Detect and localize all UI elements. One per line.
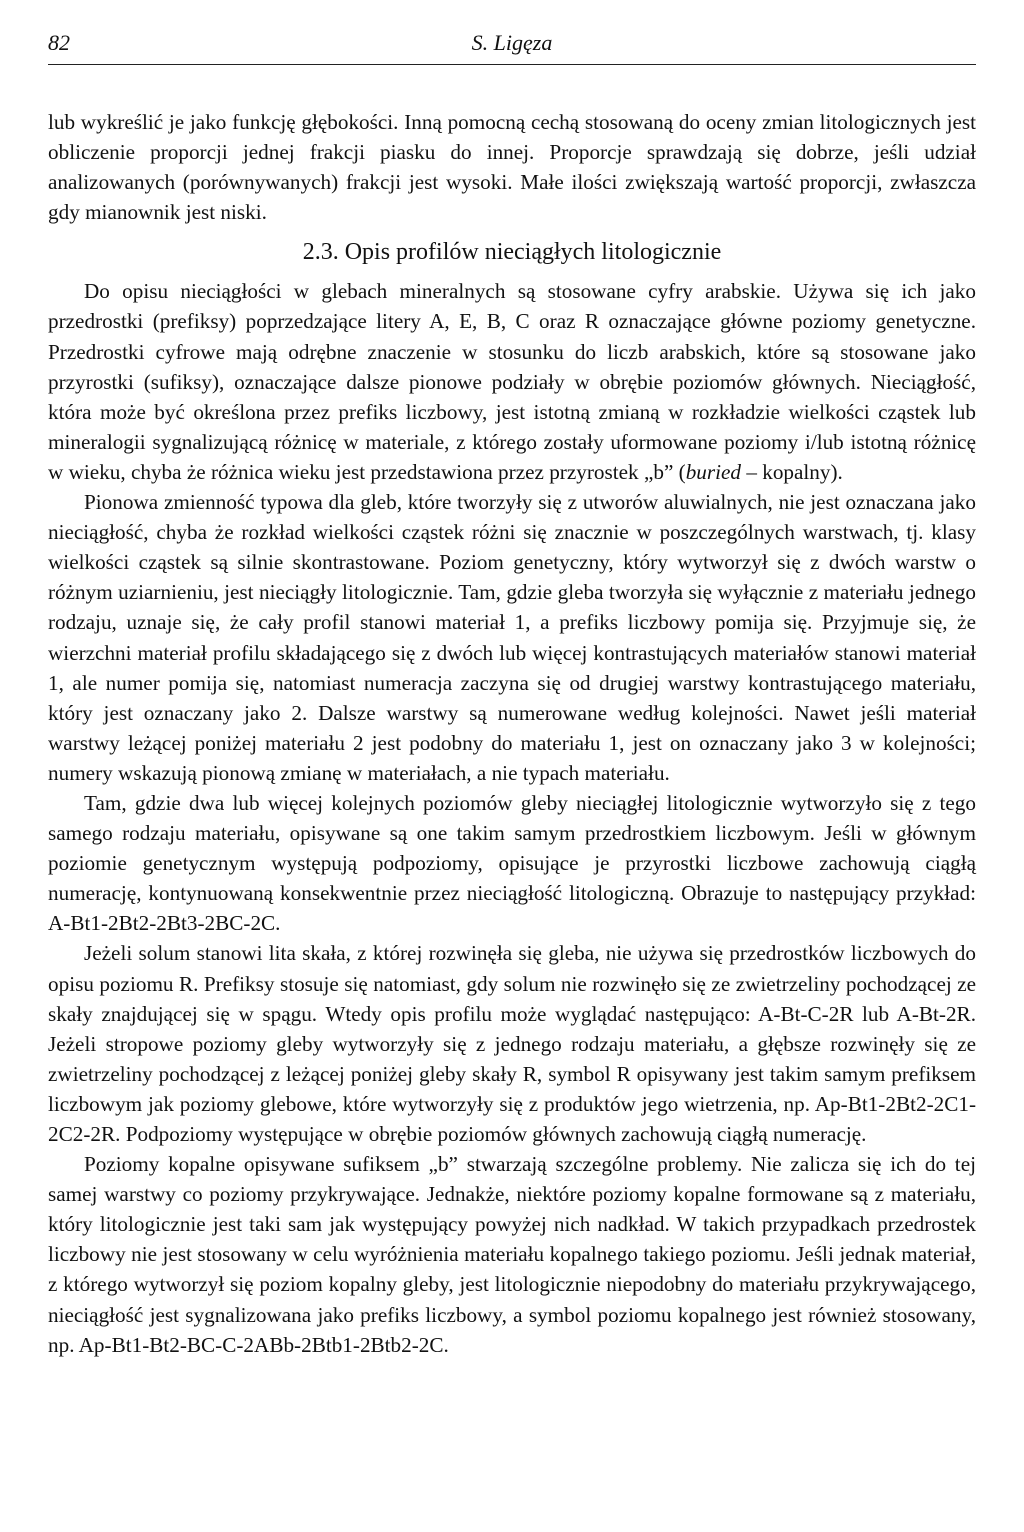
- paragraph-text: Tam, gdzie dwa lub więcej kolejnych poziomów gleby nieciągłej litologicznie wytworzyło się z tego samego rodzaju materiału, opisywane są one takim samym przedrostkiem liczbowym. Jeśli w głównym poziomie genetycznym występują podpoziomy, opisujące je przyrostki liczbowe zachowują ciągłą numerację, kontynuowaną konsekwentnie przez nieciągłość litologiczną. Obrazuje to następujący przykład:: [48, 790, 976, 906]
- example-horizon-sequence: A-Bt1-2Bt2-2Bt3-2BC-2C.: [48, 911, 281, 936]
- paragraph-text: Poziomy kopalne opisywane sufiksem „b” stwarzają szczególne problemy. Nie zalicza się ich do tej samej warstwy co poziomy przykrywające. Jednakże, niektóre poziomy kopalne formowane są z materiału, który litologicznie jest taki sam jak występujący powyżej nich nadkład. W takich przypadkach przedrostek liczbowy nie jest stosowany w celu wyróżnienia materiału kopalnego takiego poziomu. Jeśli jednak materiał, z którego wytworzył się poziom kopalny gleby, jest litologicznie niepodobny do materiału przykrywającego, nieciągłość jest sygnalizowana jako prefiks liczbowy, a symbol poziomu kopalnego jest również stosowany, np.: [48, 1152, 976, 1357]
- paragraph-continued: lub wykreślić je jako funkcję głębokości. Inną pomocną cechą stosowaną do oceny zmian litologicznych jest obliczenie proporcji jednej frakcji piasku do innej. Proporcje sprawdzają się dobrze, jeśli udział analizowanych (porównywanych) frakcji jest wysoki. Małe ilości zwiększają wartość proporcji, zwłaszcza gdy mianownik jest niski.: [48, 110, 976, 225]
- section-heading: 2.3. Opis profilów nieciągłych litologicznie: [302, 239, 722, 266]
- page-number: 82: [48, 30, 70, 55]
- running-title-author: S. Ligęza: [471, 30, 553, 55]
- running-header: [48, 30, 976, 65]
- paragraph-discontinuity-numbering: [48, 276, 976, 487]
- italic-term: buried: [685, 459, 742, 484]
- paragraph-same-material: [48, 788, 976, 938]
- paragraph-vertical-variability: Pionowa zmienność typowa dla gleb, które tworzyły się z utworów aluwialnych, nie jest oznaczana jako nieciągłość, chyba że rozkład wielkości cząstek różni się znacznie w poszczególnych warstwach, tj. klasy wielkości cząstek są silnie skontrastowane. Poziom genetyczny, który wytworzył się z dwóch warstw o różnym uziarnieniu, jest nieciągły litologicznie. Tam, gdzie gleba tworzyła się wyłącznie z materiału jednego rodzaju, uznaje się, że cały profil stanowi materiał 1, a prefiks liczbowy pomija się. Przyjmuje się, że wierzchni materiał profilu składającego się z dwóch lub więcej kontrastujących materiałów stanowi materiał 1, ale numer pomija się, natomiast numeracja zaczyna się od drugiej warstwy kontrastującego materiału, który jest oznaczany jako 2. Dalsze warstwy są numerowane według kolejności. Nawet jeśli materiał warstwy leżącej poniżej materiału 2 jest podobny do materiału 1, jest on oznaczany jako 3 w kolejności; numery wskazują pionową zmianę w materiałach, a nie typach materiału.: [48, 490, 976, 785]
- paragraph-text: Do opisu nieciągłości w glebach mineralnych są stosowane cyfry arabskie. Używa się ich jako przedrostki (prefiksy) poprzedzające litery A, E, B, C oraz R oznaczające główne poziomy genetyczne. Przedrostki cyfrowe mają odrębne znaczenie w stosunku do liczb arabskich, które są stosowane jako przyrostki (sufiksy), oznaczające dalsze pionowe podziały w obrębie poziomów głównych. Nieciągłość, która może być określona przez prefiks liczbowy, jest istotną zmianą w rozkładzie wielkości cząstek lub mineralogii sygnalizującą różnicę w materiale, z którego zostały uformowane poziomy i/lub istotną różnicę w wieku, chyba że różnica wieku jest przedstawiona przez przyrostek „b” (: [48, 279, 976, 484]
- example-horizon-sequence: Ap-Bt1-Bt2-BC-C-2ABb-2Btb1-2Btb2-2C.: [78, 1332, 449, 1357]
- body-text: [48, 107, 976, 1360]
- paragraph-bedrock-r: Jeżeli solum stanowi lita skała, z której rozwinęła się gleba, nie używa się przedrostków liczbowych do opisu poziomu R. Prefiksy stosuje się natomiast, gdy solum nie rozwinęło się ze zwietrzeliny pochodzącej ze skały znajdującej się w spągu. Wtedy opis profilu może wyglądać następująco: A-Bt-C-2R lub A-Bt-2R. Jeżeli stropowe poziomy gleby wytworzyły się z jednego rodzaju materiału, a głębsze rozwinęły się ze zwietrzeliny pochodzącej z leżącej poniżej gleby skały R, symbol R opisywany jest takim samym prefiksem liczbowym jak poziomy glebowe, które wytworzyły się z produktów jego wietrzenia, np. Ap-Bt1-2Bt2-2C1-2C2-2R. Podpoziomy występujące w obrębie poziomów głównych zachowują ciągłą numerację.: [48, 941, 976, 1146]
- paragraph-buried-horizons: [48, 1149, 976, 1360]
- paragraph-text-end: – kopalny).: [741, 459, 843, 484]
